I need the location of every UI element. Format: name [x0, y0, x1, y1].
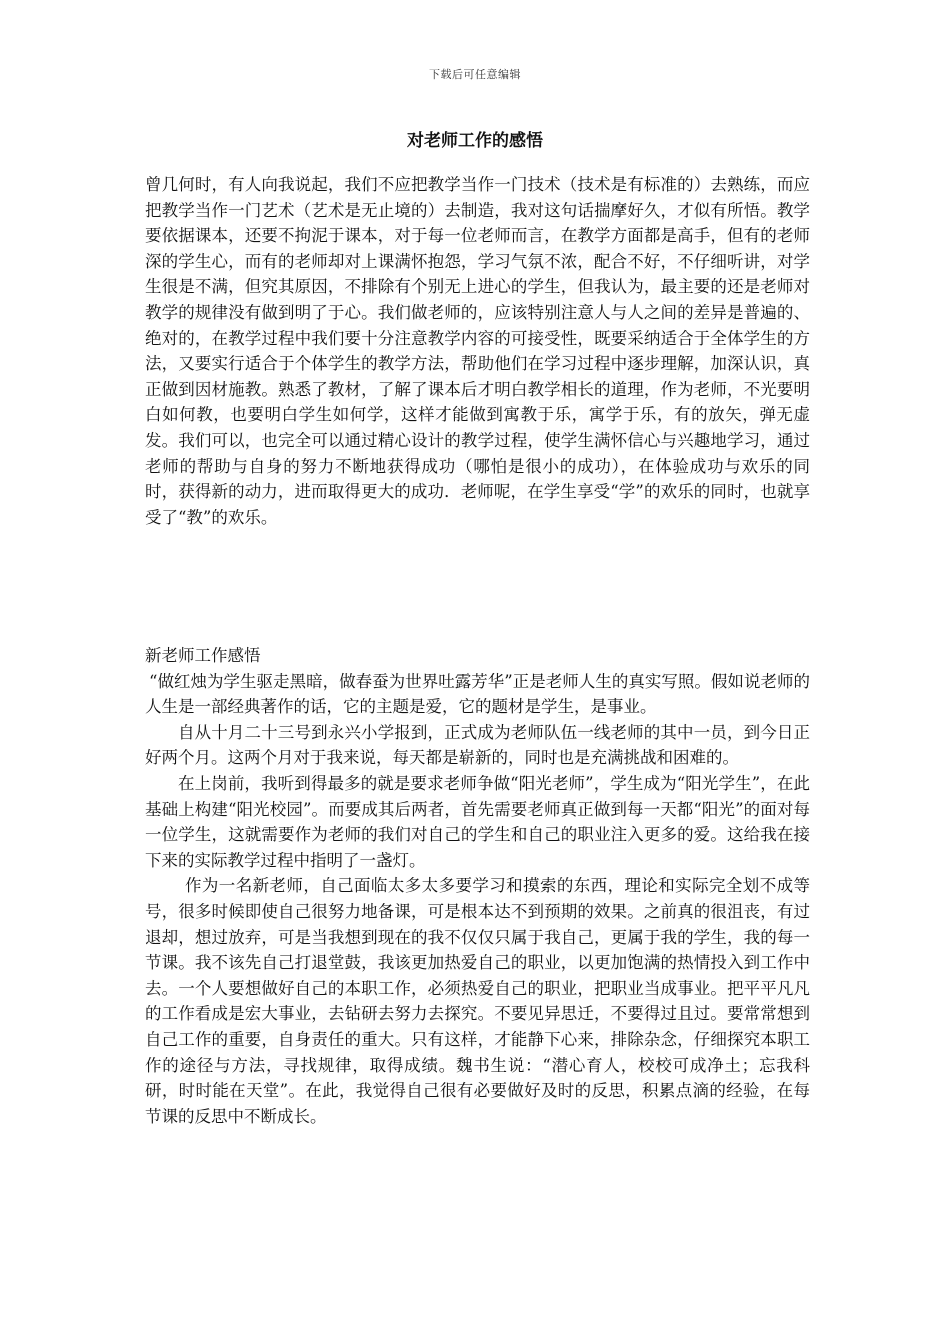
- essay-paragraph: 曾几何时，有人向我说起，我们不应把教学当作一门技术（技术是有标准的）去熟练，而应把教学当作一门艺术（艺术是无止境的）去制造，我对这句话揣摩好久，才似有所悟。教学要依据课本，还要不拘泥于课本，对于每一位老师而言，在教学方面都是高手，但有的老师深的学生心，而有的老师却对上课满怀抱怨，学习气氛不浓，配合不好，不仔细听讲，对学生很是不满，但究其原因，不排除有个别无上进心的学生，但我认为，最主要的还是老师对教学的规律没有做到明了于心。我们做老师的，应该特别注意人与人之间的差异是普遍的、绝对的，在教学过程中我们要十分注意教学内容的可接受性，既要采纳适合于全体学生的方法，又要实行适合于个体学生的教学方法，帮助他们在学习过程中逐步理解，加深认识，真正做到因材施教。熟悉了教材，了解了课本后才明白教学相长的道理，作为老师，不光要明白如何教，也要明白学生如何学，这样才能做到寓教于乐，寓学于乐，有的放矢，弹无虚发。我们可以，也完全可以通过精心设计的教学过程，使学生满怀信心与兴趣地学习，通过老师的帮助与自身的努力不断地获得成功（哪怕是很小的成功），在体验成功与欢乐的同时，获得新的动力，进而取得更大的成功．老师呢，在学生享受“学”的欢乐的同时，也就享受了“教”的欢乐。: [145, 175, 810, 527]
- essay-paragraph: 自从十月二十三号到永兴小学报到，正式成为老师队伍一线老师的其中一员，到今日正好两个月。这两个月对于我来说，每天都是崭新的，同时也是充满挑战和困难的。: [145, 722, 810, 768]
- essay-section-2: [145, 643, 810, 1129]
- essay-paragraph: 在上岗前，我听到得最多的就是要求老师争做“阳光老师”，学生成为“阳光学生”，在此基础上构建“阳光校园”。而要成其后两者，首先需要老师真正做到每一天都“阳光”的面对每一位学生，这就需要作为老师的我们对自己的学生和自己的职业注入更多的爱。这给我在接下来的实际教学过程中指明了一盏灯。: [145, 773, 810, 870]
- section-subtitle: 新老师工作感悟: [145, 646, 261, 665]
- essay-paragraph: “做红烛为学生驱走黑暗，做春蚕为世界吐露芳华”正是老师人生的真实写照。假如说老师的人生是一部经典著作的话，它的主题是爱，它的题材是学生，是事业。: [145, 671, 810, 717]
- essay-section-1: [145, 172, 810, 530]
- document-title: 对老师工作的感悟: [407, 131, 543, 151]
- page-header-note: 下载后可任意编辑: [429, 68, 521, 81]
- essay-paragraph: 作为一名新老师，自己面临太多太多要学习和摸索的东西，理论和实际完全划不成等号，很多时候即使自己很努力地备课，可是根本达不到预期的效果。之前真的很沮丧，有过退却，想过放弃，可是当我想到现在的我不仅仅只属于我自己，更属于我的学生，我的每一节课。我不该先自己打退堂鼓，我该更加热爱自己的职业，以更加饱满的热情投入到工作中去。一个人要想做好自己的本职工作，必须热爱自己的职业，把职业当成事业。把平平凡凡的工作看成是宏大事业，去钻研去努力去探究。不要见异思迁，不要得过且过。要常常想到自己工作的重要，自身责任的重大。只有这样，才能静下心来，排除杂念，仔细探究本职工作的途径与方法，寻找规律，取得成绩。魏书生说：“潜心育人，校校可成净土；忘我科研，时时能在天堂”。在此，我觉得自己很有必要做好及时的反思，积累点滴的经验，在每节课的反思中不断成长。: [145, 876, 810, 1126]
